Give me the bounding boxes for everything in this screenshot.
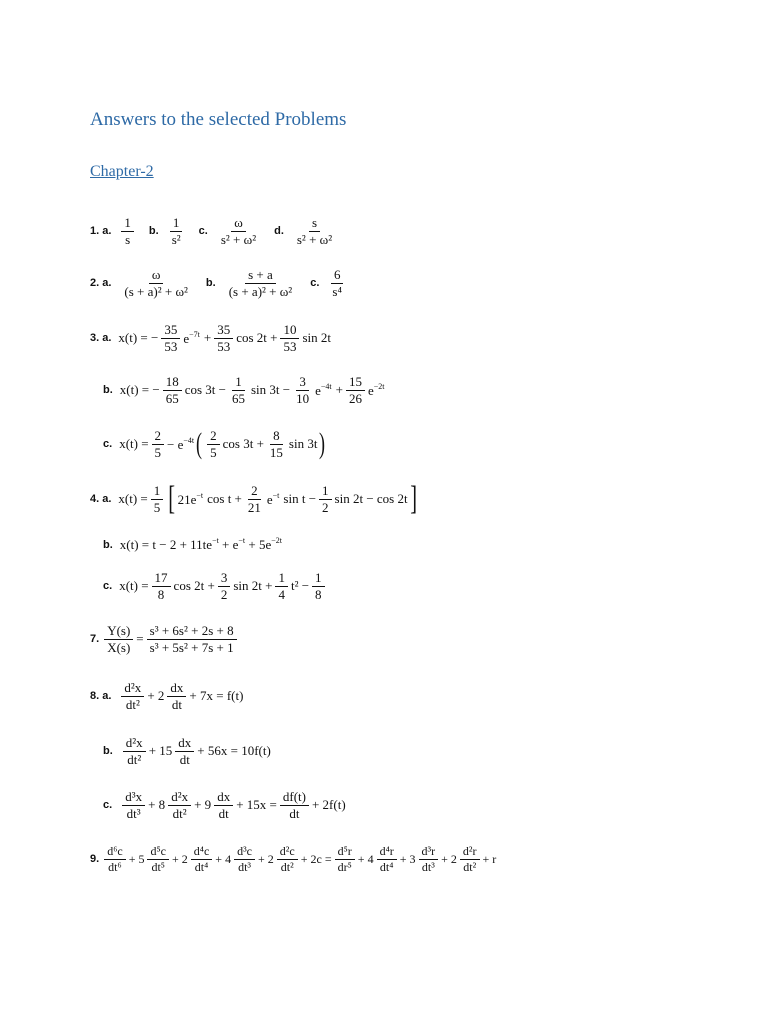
expr-text: + 56x = 10f(t) xyxy=(197,743,271,759)
expr-text: cos 3t − xyxy=(184,382,226,398)
fraction: $\frac{1}{8}$ xyxy=(312,571,325,601)
fraction: $\frac{\text{d²x}}{\text{dt²}}$ xyxy=(121,681,144,711)
expr-text: + 2 xyxy=(258,851,274,866)
problem-1 xyxy=(90,216,338,246)
expr-text: x(t) = − xyxy=(118,330,159,346)
fraction: $\frac{\text{d²r}}{\text{dt²}}$ xyxy=(460,845,480,873)
label: 8. a. xyxy=(90,690,112,703)
expr-text: cos 2t + xyxy=(173,578,215,594)
expr-text: sin 2t xyxy=(302,330,332,346)
fraction: $\frac{\text{d³r}}{\text{dt³}}$ xyxy=(419,845,439,873)
expr-text: + 15x = xyxy=(236,797,277,813)
expr-text: sin t − xyxy=(283,491,317,506)
expr-text: + r xyxy=(482,851,497,866)
expr-text: + 7x = f(t) xyxy=(189,688,244,704)
fraction: $\frac{2}{5}$ xyxy=(152,429,165,459)
expr-text: sin 2t + xyxy=(233,578,273,594)
fraction: $\frac{35}{53}$ xyxy=(214,323,233,353)
fraction: $\frac{\text{d³c}}{\text{dt³}}$ xyxy=(234,845,255,873)
expr-text: + 2 xyxy=(147,688,165,704)
fraction: $\frac{s}{\text{s² + ω²}}$ xyxy=(296,215,333,247)
expr-text: + 15 xyxy=(148,743,173,759)
fraction: $\frac{\text{d⁴c}}{\text{dt⁴}}$ xyxy=(191,845,213,873)
fraction: $\frac{\text{d⁶c}}{\text{dt⁶}}$ xyxy=(104,845,126,873)
page-title: Answers to the selected Problems xyxy=(90,109,347,130)
problem-2 xyxy=(90,268,348,298)
label: b. xyxy=(103,745,113,758)
label: 1. a. xyxy=(90,225,112,238)
fraction: $\frac{8}{15}$ xyxy=(269,428,283,460)
expr-text: $e^{-7t}$ xyxy=(183,329,200,346)
label: c. xyxy=(103,438,113,451)
fraction: $\frac{1}{65}$ xyxy=(232,374,245,406)
expr-text: + 2 xyxy=(441,851,457,866)
fraction: $\frac{2}{21}$ xyxy=(247,482,261,515)
label: 7. xyxy=(90,633,100,646)
fraction: $\frac{2}{5}$ xyxy=(207,429,220,459)
problem-3b xyxy=(103,375,385,405)
fraction: $\frac{\text{d³x}}{\text{dt³}}$ xyxy=(122,790,145,820)
fraction: $\frac{\text{d²x}}{\text{dt²}}$ xyxy=(168,790,191,820)
expr-text: + 2f(t) xyxy=(311,797,346,813)
expr-text: + xyxy=(203,330,212,346)
problem-8b xyxy=(103,736,271,766)
fraction: $\frac{Y(s)}{X(s)}$ xyxy=(104,624,133,654)
label: c. xyxy=(103,799,113,812)
expr-text: + 4 xyxy=(215,851,232,866)
expr-text: cos t + xyxy=(207,491,242,506)
fraction: $\frac{1}{4}$ xyxy=(275,571,288,601)
fraction: $\frac{dx}{dt}$ xyxy=(214,790,233,820)
fraction: $\frac{3}{2}$ xyxy=(218,571,231,601)
expr-text: x(t) = xyxy=(119,578,149,594)
expr-text: − $e^{-4t}$ xyxy=(167,435,195,452)
expr-text: x(t) = xyxy=(118,491,148,506)
label: 4. a. xyxy=(90,493,112,505)
fraction: $\frac{18}{65}$ xyxy=(163,375,182,405)
label: c. xyxy=(310,277,320,290)
fraction: $\frac{\text{d²x}}{\text{dt²}}$ xyxy=(123,736,146,766)
expr-text: x(t) = xyxy=(119,436,149,452)
problem-4a xyxy=(90,482,419,516)
fraction: $\frac{10}{53}$ xyxy=(280,323,299,353)
expr-text: $e^{-4t}$ xyxy=(315,381,332,398)
fraction: $\frac{1}{5}$ xyxy=(151,484,164,514)
fraction: $\frac{\omega}{\text{s² + ω²}}$ xyxy=(220,215,257,247)
label: 3. a. xyxy=(90,332,112,345)
expr-text: $21e^{-t}$ xyxy=(177,490,204,507)
fraction: $\frac{15}{26}$ xyxy=(346,375,365,405)
problem-8a xyxy=(90,681,243,711)
fraction: $\frac{1}{\text{s²}}$ xyxy=(171,215,181,247)
expr-text: sin 3t − xyxy=(251,382,291,398)
expr-text: cos 2t + xyxy=(236,330,278,346)
expr-text: cos 3t + xyxy=(222,436,264,452)
expr-text: t² − xyxy=(290,578,310,594)
right-paren: ) xyxy=(319,427,326,461)
fraction: $\frac{df(t)}{dt}$ xyxy=(280,790,309,820)
fraction: $\frac{s + a}{\text{(s + a)² + ω²}}$ xyxy=(228,267,293,299)
problem-4c xyxy=(103,571,328,601)
problem-3c xyxy=(103,429,327,459)
problem-4b xyxy=(103,536,282,553)
label: b. xyxy=(103,384,113,397)
fraction: $\frac{\text{d⁵c}}{\text{dt⁵}}$ xyxy=(147,845,169,873)
fraction: $\frac{\text{d⁵r}}{\text{dr⁵}}$ xyxy=(335,845,355,873)
expr-text: + xyxy=(335,382,343,398)
chapter-link[interactable]: Chapter-2 xyxy=(90,163,154,180)
expr-text: = xyxy=(136,631,144,647)
fraction: $\frac{\text{d⁴r}}{\text{dt⁴}}$ xyxy=(377,845,397,873)
problem-8c xyxy=(103,790,346,820)
label: c. xyxy=(103,580,113,593)
fraction: $\frac{\text{s³ + 6s² + 2s + 8}}{\text{s³ + 5s² + 7s + 1}}$ xyxy=(147,624,237,654)
problem-3a xyxy=(90,323,331,353)
problem-9 xyxy=(90,845,496,873)
label: b. xyxy=(205,277,216,290)
fraction: $\frac{17}{8}$ xyxy=(152,571,171,601)
expr-text: + 2c = xyxy=(300,851,332,866)
expr-text: + 3 xyxy=(399,851,416,866)
fraction: $\frac{35}{53}$ xyxy=(161,323,180,353)
right-bracket: ] xyxy=(409,480,417,517)
fraction: $\frac{6}{\text{s⁴}}$ xyxy=(332,267,342,299)
fraction: $\frac{dx}{dt}$ xyxy=(175,736,194,766)
expr-text: $e^{-2t}$ xyxy=(367,381,385,398)
label: d. xyxy=(274,225,284,238)
expr-text: $e^{-t}$ xyxy=(266,490,280,507)
problem-7 xyxy=(90,624,240,654)
label: b. xyxy=(103,538,113,551)
left-paren: ( xyxy=(196,427,203,461)
fraction: $\frac{\text{d²c}}{\text{dt²}}$ xyxy=(277,845,298,873)
expr-text: + 5 xyxy=(128,851,145,866)
left-bracket: [ xyxy=(168,480,176,517)
label: c. xyxy=(198,225,208,238)
fraction: $\frac{1}{s}$ xyxy=(121,216,134,246)
expr-text: sin 3t xyxy=(288,436,318,452)
fraction: $\frac{dx}{dt}$ xyxy=(167,681,186,711)
expr-text: $x(t) = t - 2 + 11te^{-t} + e^{-t} + 5e^{-2t}$ xyxy=(119,536,282,552)
fraction: $\frac{3}{10}$ xyxy=(296,374,310,406)
fraction: $\frac{1}{2}$ xyxy=(319,484,332,514)
label: 9. xyxy=(90,853,100,866)
expr-text: + 4 xyxy=(357,851,374,866)
label: b. xyxy=(148,225,159,238)
expr-text: sin 2t − cos 2t xyxy=(334,491,408,506)
expr-text: + 9 xyxy=(194,797,212,813)
fraction: $\frac{\omega}{\text{(s + a)² + ω²}}$ xyxy=(124,267,188,299)
label: 2. a. xyxy=(90,277,112,290)
expr-text: + 8 xyxy=(148,797,166,813)
expr-text: + 2 xyxy=(172,851,188,866)
expr-text: x(t) = − xyxy=(119,382,160,398)
